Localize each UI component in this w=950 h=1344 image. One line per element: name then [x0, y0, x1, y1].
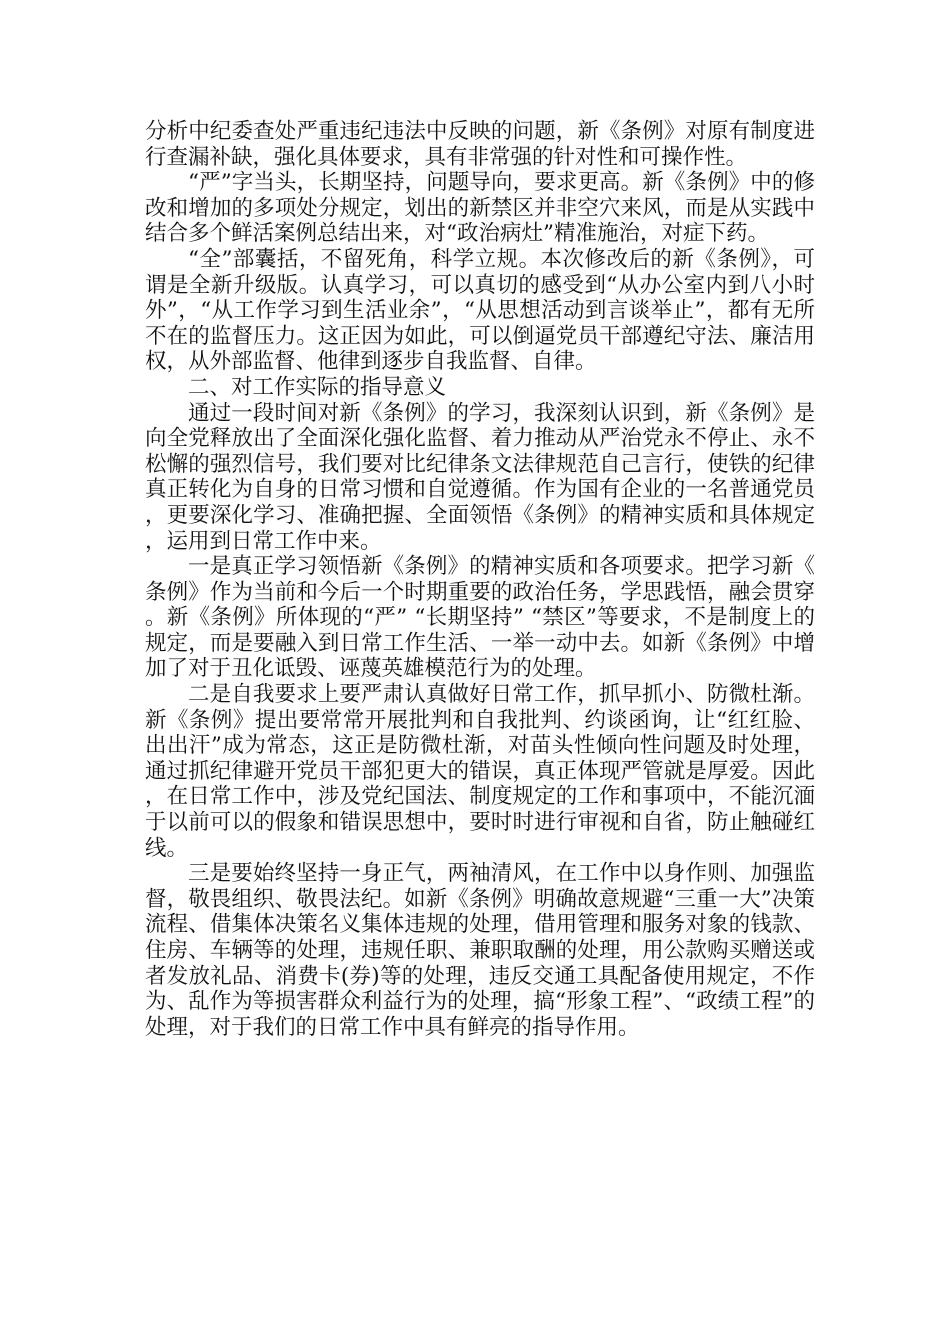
paragraph-point-two: 二是自我要求上要严肃认真做好日常工作，抓早抓小、防微杜渐。新《条例》提出要常常开展批判和自我批判、约谈函询，让“红红脸、出出汗”成为常态，这正是防微杜渐，对苗头性倾向性问题及时处理，通过抓纪律避开党员干部犯更大的错误，真正体现严管就是厚爱。因此，在日常工作中，涉及党纪国法、制度规定的工作和事项中，不能沉湎于以前可以的假象和错误思想中，要时时进行审视和自省，防止触碰红线。 [145, 682, 815, 861]
document-page [145, 119, 815, 1040]
paragraph-strict: “严”字当头，长期坚持，问题导向，要求更高。新《条例》中的修改和增加的多项处分规定，划出的新禁区并非空穴来风，而是从实践中结合多个鲜活案例总结出来，对“政治病灶”精准施治，对症下药。 [145, 170, 815, 247]
paragraph-intro-continued: 分析中纪委查处严重违纪违法中反映的问题，新《条例》对原有制度进行查漏补缺，强化具体要求，具有非常强的针对性和可操作性。 [145, 119, 815, 170]
paragraph-point-three: 三是要始终坚持一身正气，两袖清风，在工作中以身作则、加强监督，敬畏组织、敬畏法纪。如新《条例》明确故意规避“三重一大”决策流程、借集体决策名义集体违规的处理，借用管理和服务对象的钱款、住房、车辆等的处理，违规任职、兼职取酬的处理，用公款购买赠送或者发放礼品、消费卡(券)等的处理，违反交通工具配备使用规定，不作为、乱作为等损害群众利益行为的处理，搞“形象工程”、“政绩工程”的处理，对于我们的日常工作中具有鲜亮的指导作用。 [145, 861, 815, 1040]
paragraph-comprehensive: “全”部囊括，不留死角，科学立规。本次修改后的新《条例》，可谓是全新升级版。认真学习，可以真切的感受到“从办公室内到八小时外”，“从工作学习到生活业余”，“从思想活动到言谈举止”，都有无所不在的监督压力。这正因为如此，可以倒逼党员干部遵纪守法、廉洁用权，从外部监督、他律到逐步自我监督、自律。 [145, 246, 815, 375]
section-heading-guidance: 二、对工作实际的指导意义 [188, 374, 447, 400]
paragraph-point-one: 一是真正学习领悟新《条例》的精神实质和各项要求。把学习新《条例》作为当前和今后一个时期重要的政治任务，学思践悟，融会贯穿。新《条例》所体现的“严” “长期坚持” “禁区”等要求，不是制度上的规定，而是要融入到日常工作生活、一举一动中去。如新《条例》中增加了对于丑化诋毁、诬蔑英雄模范行为的处理。 [145, 554, 815, 682]
paragraph-understanding: 通过一段时间对新《条例》的学习，我深刻认识到，新《条例》是向全党释放出了全面深化强化监督、着力推动从严治党永不停止、永不松懈的强烈信号，我们要对比纪律条文法律规范自己言行，使铁的纪律真正转化为自身的日常习惯和自觉遵循。作为国有企业的一名普通党员，更要深化学习、准确把握、全面领悟《条例》的精神实质和具体规定，运用到日常工作中来。 [145, 400, 815, 554]
